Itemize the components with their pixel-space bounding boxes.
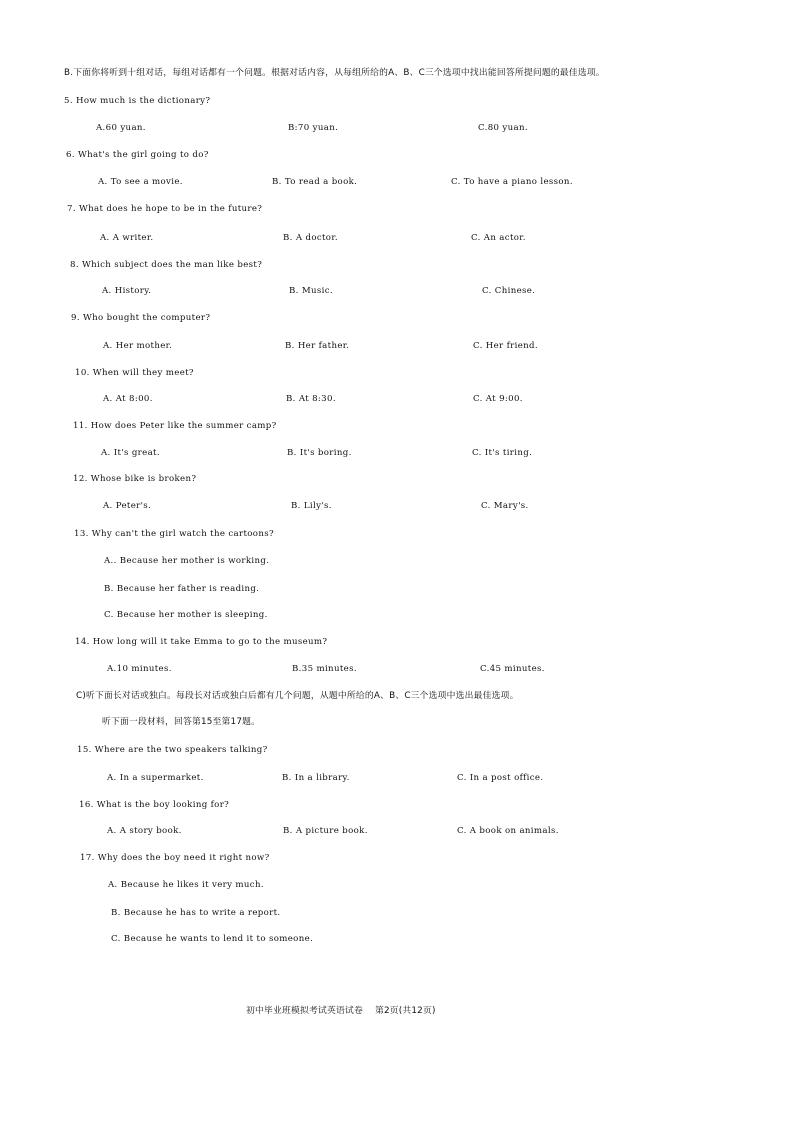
q10-option-c[interactable]: C. At 9:00. [473,394,523,404]
q5-option-b[interactable]: B:70 yuan. [288,123,339,133]
q16-option-b[interactable]: B. A picture book. [283,826,368,836]
q13-option-c[interactable]: C. Because her mother is sleeping. [104,610,268,620]
q16-option-a[interactable]: A. A story book. [107,826,182,836]
q14-option-b[interactable]: B.35 minutes. [292,664,357,674]
q15-option-a[interactable]: A. In a supermarket. [107,773,204,783]
q10-option-b[interactable]: B. At 8:30. [286,394,336,404]
q11-option-a[interactable]: A. It's great. [101,448,160,458]
q13-option-a[interactable]: A.. Because her mother is working. [104,556,270,566]
q8-option-b[interactable]: B. Music. [289,286,333,296]
question-16: 16. What is the boy looking for? [79,800,230,810]
q6-option-b[interactable]: B. To read a book. [272,177,358,187]
q12-option-c[interactable]: C. Mary's. [481,501,529,511]
q14-option-c[interactable]: C.45 minutes. [480,664,545,674]
q5-option-a[interactable]: A.60 yuan. [96,123,146,133]
q8-option-a[interactable]: A. History. [102,286,152,296]
q16-option-c[interactable]: C. A book on animals. [457,826,559,836]
q15-option-b[interactable]: B. In a library. [282,773,350,783]
q12-option-b[interactable]: B. Lily's. [291,501,332,511]
q9-option-b[interactable]: B. Her father. [285,341,350,351]
q15-option-c[interactable]: C. In a post office. [457,773,544,783]
q9-option-c[interactable]: C. Her friend. [473,341,538,351]
q5-option-c[interactable]: C.80 yuan. [478,123,528,133]
question-12: 12. Whose bike is broken? [73,474,197,484]
question-17: 17. Why does the boy need it right now? [80,853,270,863]
q9-option-a[interactable]: A. Her mother. [103,341,173,351]
page-footer: 初中毕业班模拟考试英语试卷 第2页(共12页) [246,1006,436,1016]
question-11: 11. How does Peter like the summer camp? [73,421,277,431]
q12-option-a[interactable]: A. Peter's. [103,501,152,511]
question-9: 9. Who bought the computer? [71,313,211,323]
section-c-instruction: C)听下面长对话或独白。每段长对话或独白后都有几个问题，从题中所给的A、B、C三个选项中选出最佳选项。 [76,691,519,701]
q11-option-b[interactable]: B. It's boring. [287,448,352,458]
q8-option-c[interactable]: C. Chinese. [482,286,536,296]
question-15: 15. Where are the two speakers talking? [77,745,268,755]
q13-option-b[interactable]: B. Because her father is reading. [104,584,260,594]
section-b-instruction: B.下面你将听到十组对话，每组对话都有一个问题。根据对话内容，从每组所给的A、B、C三个选项中找出能回答所提问题的最佳选项。 [64,68,605,78]
q7-option-b[interactable]: B. A doctor. [283,233,338,243]
question-13: 13. Why can't the girl watch the cartoons? [74,529,274,539]
q11-option-c[interactable]: C. It's tiring. [472,448,533,458]
q7-option-a[interactable]: A. A writer. [100,233,154,243]
question-14: 14. How long will it take Emma to go to the museum? [75,637,328,647]
q14-option-a[interactable]: A.10 minutes. [107,664,172,674]
q6-option-a[interactable]: A. To see a movie. [98,177,183,187]
section-c-sub-instruction: 听下面一段材料，回答第15至第17题。 [102,717,261,727]
question-5: 5. How much is the dictionary? [64,96,211,106]
question-7: 7. What does he hope to be in the future? [67,204,263,214]
question-8: 8. Which subject does the man like best? [70,260,263,270]
q17-option-a[interactable]: A. Because he likes it very much. [108,880,264,890]
q17-option-c[interactable]: C. Because he wants to lend it to someone. [111,934,314,944]
question-6: 6. What's the girl going to do? [66,150,209,160]
q17-option-b[interactable]: B. Because he has to write a report. [111,908,281,918]
q7-option-c[interactable]: C. An actor. [471,233,526,243]
question-10: 10. When will they meet? [75,368,194,378]
q6-option-c[interactable]: C. To have a piano lesson. [451,177,573,187]
q10-option-a[interactable]: A. At 8:00. [103,394,153,404]
